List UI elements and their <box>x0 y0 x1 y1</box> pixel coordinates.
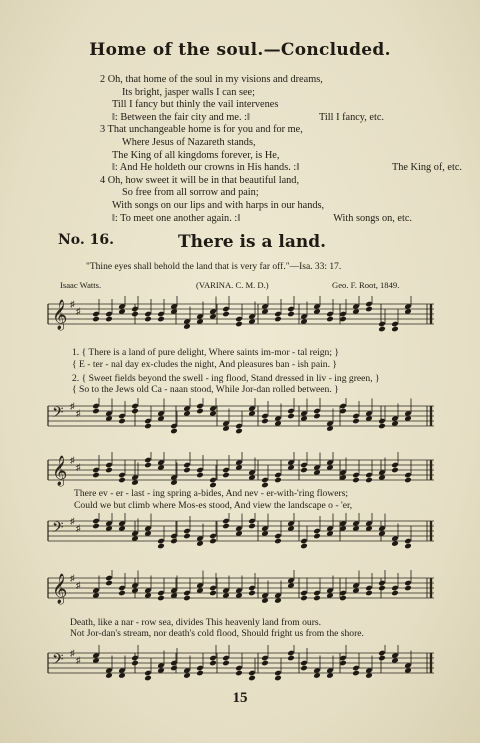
sharp-icon: ♯ <box>76 523 81 533</box>
sharp-icon: ♯ <box>70 573 75 583</box>
note-head <box>222 523 230 530</box>
lyric-line: Death, like a nar - row sea, divides This heavenly land from ours. <box>70 617 322 628</box>
tune-name: (VARINA. C. M. D.) <box>196 280 269 290</box>
note-head <box>365 590 373 597</box>
author-credit: Isaac Watts. <box>60 280 102 290</box>
sharp-icon: ♯ <box>70 516 75 526</box>
sharp-icon: ♯ <box>70 648 75 658</box>
note-head <box>92 316 100 323</box>
note-head <box>105 316 113 323</box>
lyric-line: 1. { There is a land of pure delight, Where saints im-mor - tal reign; } <box>72 347 340 358</box>
note-head <box>222 472 230 479</box>
bass-staff-2 <box>46 513 436 553</box>
note-head <box>144 462 152 469</box>
sharp-icon: ♯ <box>70 455 75 465</box>
note-head <box>300 595 308 602</box>
note-head <box>196 408 204 415</box>
sharp-icon: ♯ <box>76 580 81 590</box>
verse-line: 2 Oh, that home of the soul in my visions and dreams, <box>100 74 323 85</box>
note-head <box>352 418 360 425</box>
note-head <box>92 523 100 530</box>
note-head <box>391 326 399 333</box>
verse-line: Till I fancy but thinly the vail intervenes <box>112 99 279 111</box>
note-head <box>157 316 165 323</box>
note-head <box>378 423 386 430</box>
hymn-number: No. 16. <box>58 232 114 248</box>
note-head <box>287 311 295 318</box>
note-head <box>261 418 269 425</box>
note-head <box>118 590 126 597</box>
lyric-line: There ev - er - last - ing spring a-bides, And nev - er-with-'ring flowers; <box>74 488 349 499</box>
note-head <box>118 418 126 425</box>
note-head <box>157 595 165 602</box>
note-head <box>131 408 139 415</box>
note-head <box>404 477 412 484</box>
note-head <box>131 660 139 667</box>
lyric-line: Not Jor-dan's stream, nor death's cold flood, Should fright us from the shore. <box>70 628 364 639</box>
note-head <box>222 311 230 318</box>
verse-line: 4 Oh, how sweet it will be in that beautiful land, <box>100 174 300 186</box>
verse-line: So free from all sorrow and pain; <box>122 187 259 199</box>
note-head <box>300 467 308 474</box>
note-head <box>105 467 113 474</box>
verse-line: ‖: To meet one another again. :‖ With songs on, etc. <box>112 212 412 224</box>
note-head <box>287 413 295 420</box>
note-head <box>274 477 282 484</box>
note-head <box>118 477 126 484</box>
verse-line: 3 That unchangeable home is for you and for me, <box>100 124 303 136</box>
note-head <box>222 660 230 667</box>
verse-line: The King of all kingdoms forever, is He, <box>112 149 280 161</box>
composer-credit: Geo. F. Root, 1849. <box>332 280 400 290</box>
note-head <box>235 321 243 328</box>
lyric-line: Could we but climb where Mos-es stood, And view the landscape o - 'er, <box>74 500 353 511</box>
note-head <box>144 675 152 682</box>
bass-staff-3 <box>46 645 436 685</box>
note-head <box>92 408 100 415</box>
note-head <box>313 533 321 540</box>
sharp-icon: ♯ <box>76 462 81 472</box>
note-head <box>300 665 308 672</box>
sharp-icon: ♯ <box>70 401 75 411</box>
note-head <box>170 538 178 545</box>
bass-clef-icon: 𝄢 <box>52 519 64 540</box>
treble-clef-icon: 𝄞 <box>52 456 68 486</box>
note-head <box>183 595 191 602</box>
note-head <box>105 580 113 587</box>
note-head <box>144 316 152 323</box>
lyric-line: 2. { Sweet fields beyond the swell - ing flood, Stand dressed in liv - ing green, } <box>72 373 380 384</box>
note-head <box>300 543 308 550</box>
bass-clef-icon: 𝄢 <box>52 404 64 425</box>
note-head <box>352 477 360 484</box>
note-head <box>157 543 165 550</box>
verse-line: With songs on our lips and with harps in our hands, <box>112 199 325 211</box>
verses-block <box>100 74 462 225</box>
note-head <box>391 467 399 474</box>
hymn-title: There is a land. <box>178 232 327 252</box>
note-head <box>183 533 191 540</box>
note-head <box>404 543 412 550</box>
treble-staff-2 <box>46 452 436 492</box>
note-head <box>274 538 282 545</box>
note-head <box>92 472 100 479</box>
treble-clef-icon: 𝄞 <box>52 574 68 604</box>
note-head <box>248 675 256 682</box>
scripture-quote: "Thine eyes shall behold the land that is very far off."—Isa. 33: 17. <box>86 262 342 272</box>
note-head <box>248 590 256 597</box>
note-head <box>378 655 386 662</box>
note-head <box>144 423 152 430</box>
note-head <box>352 670 360 677</box>
note-head <box>313 413 321 420</box>
note-head <box>131 311 139 318</box>
sharp-icon: ♯ <box>70 299 75 309</box>
note-head <box>365 477 373 484</box>
note-head <box>326 316 334 323</box>
sharp-icon: ♯ <box>76 655 81 665</box>
note-head <box>196 472 204 479</box>
lyric-line: { E - ter - nal day ex-cludes the night, And pleasures ban - ish pain. } <box>72 359 337 370</box>
note-head <box>391 590 399 597</box>
note-head <box>404 585 412 592</box>
note-head <box>378 585 386 592</box>
sharp-icon: ♯ <box>76 306 81 316</box>
bass-staff-1 <box>46 398 436 438</box>
sharp-icon: ♯ <box>76 408 81 418</box>
verse-line: ‖: And He holdeth our crowns in His hands. :‖ The King of, etc. <box>112 162 462 174</box>
note-head <box>170 665 178 672</box>
note-head <box>235 428 243 435</box>
verse-line: Where Jesus of Nazareth stands, <box>122 136 256 148</box>
note-head <box>365 306 373 313</box>
note-head <box>235 670 243 677</box>
note-head <box>183 467 191 474</box>
note-head <box>248 523 256 530</box>
note-head <box>196 670 204 677</box>
lyric-line: { So to the Jews old Ca - naan stood, While Jor-dan rolled between. } <box>72 384 339 395</box>
note-head <box>209 590 217 597</box>
note-head <box>378 326 386 333</box>
note-head <box>209 538 217 545</box>
treble-staff-3 <box>46 570 436 610</box>
treble-staff-1 <box>46 296 436 336</box>
treble-clef-icon: 𝄞 <box>52 300 68 330</box>
page-number: 15 <box>232 690 248 706</box>
continuation-title: Home of the soul.—Concluded. <box>89 40 391 60</box>
note-head <box>274 675 282 682</box>
note-head <box>313 595 321 602</box>
verse-line: ‖: Between the fair city and me. :‖ Till I fancy, etc. <box>112 111 384 123</box>
verse-line: Its bright, jasper walls I can see; <box>122 86 255 98</box>
note-head <box>287 655 295 662</box>
note-head <box>209 660 217 667</box>
note-head <box>274 316 282 323</box>
note-head <box>261 660 269 667</box>
bass-clef-icon: 𝄢 <box>52 651 64 672</box>
note-head <box>170 428 178 435</box>
